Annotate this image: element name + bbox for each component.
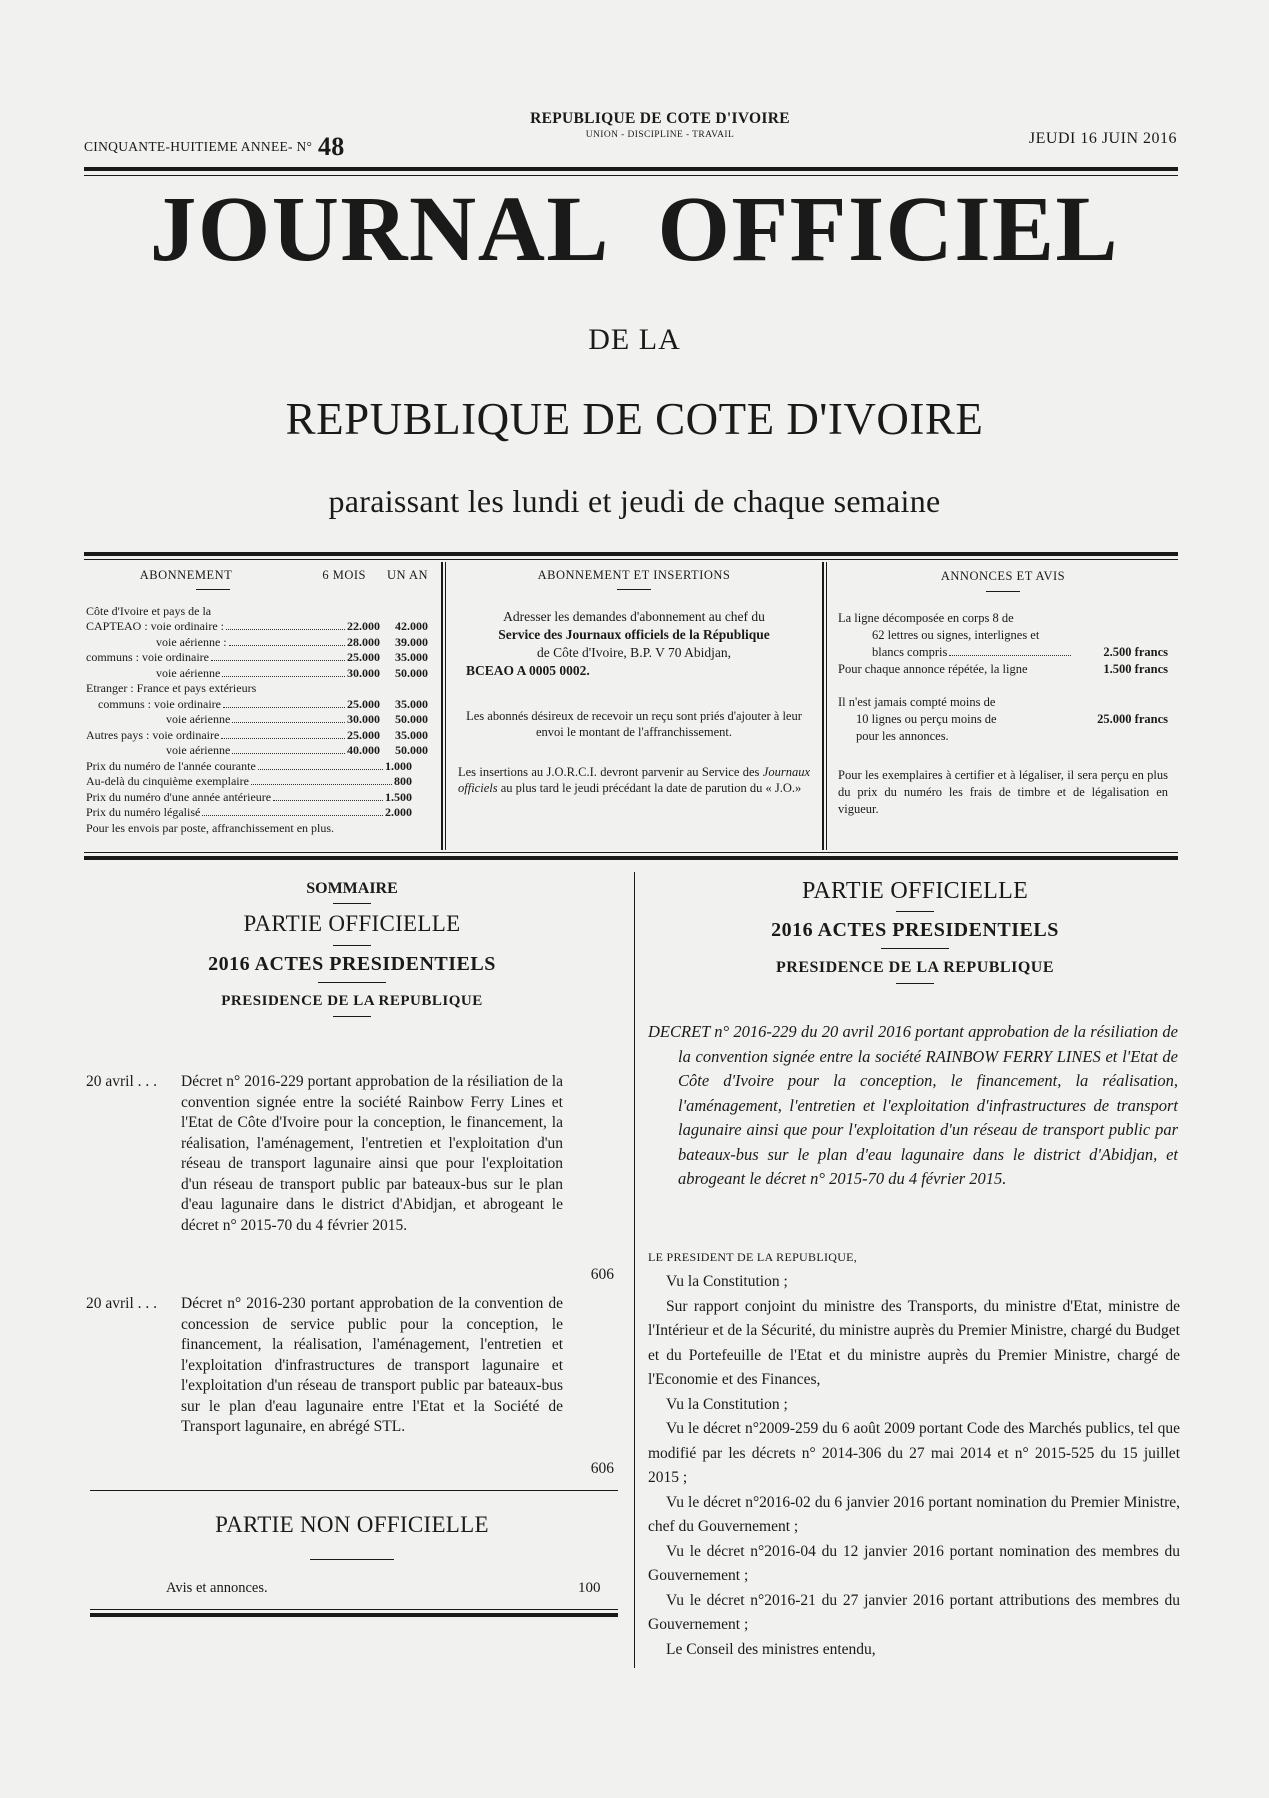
abonnement-row-unan: 35.000: [395, 696, 428, 711]
abonnement-row-label: Au-delà du cinquième exemplaire: [86, 774, 249, 788]
annonces-l3-row: [838, 644, 1168, 661]
masthead-dela: DE LA: [588, 323, 681, 356]
abonnement-row-label: Prix du numéro d'une année antérieure: [86, 789, 272, 804]
info-divider-2a: [822, 562, 824, 850]
abonnement-row: [86, 681, 428, 697]
abonnement-row-dots: [223, 707, 345, 708]
abonnement-row-dots: [229, 645, 345, 646]
sommaire-entry-1-page: 606: [590, 1266, 614, 1283]
sommaire-partie-officielle: PARTIE OFFICIELLE: [243, 911, 461, 936]
abonnement-row-6mois: 2.000: [385, 805, 412, 819]
abonnement-row-unan: 39.000: [395, 634, 428, 649]
insertions-bar: [617, 589, 651, 590]
insertions-head: ABONNEMENT ET INSERTIONS: [537, 568, 731, 582]
header-rule-thick: [84, 167, 1178, 171]
insertions-p3a: Les insertions au J.O.R.C.I. devront parvenir au Service des: [458, 765, 760, 779]
abonnement-row: [86, 650, 428, 666]
abonnement-row-unan: 50.000: [395, 665, 428, 680]
abonnement-row-dots: [202, 815, 383, 816]
sommaire-title: SOMMAIRE: [306, 880, 398, 897]
abonnement-row-unan: 35.000: [395, 650, 428, 664]
abonnement-row-6mois: 28.000: [347, 634, 380, 649]
decret-para-7: Vu le décret n°2016-21 du 27 janvier 2016 portant attributions des membres du Gouvernement ;: [648, 1591, 1180, 1633]
decret-para-6: Vu le décret n°2016-04 du 12 janvier 2016 portant nomination des membres du Gouvernement ;: [648, 1542, 1180, 1584]
sommaire-presidence-bar: [333, 1016, 371, 1017]
sommaire-entry-2: [86, 1294, 614, 1484]
country-motto: UNION - DISCIPLINE - TRAVAIL: [585, 130, 735, 140]
abonnement-row-6mois: 1.500: [385, 789, 412, 804]
decret-body: [648, 1270, 1180, 1662]
abonnement-row: [86, 805, 428, 821]
abonnement-bar: [196, 589, 230, 590]
info-rule-top-thin: [84, 559, 1178, 560]
abonnement-row-dots: [273, 800, 383, 801]
annonces-head: ANNONCES ET AVIS: [940, 569, 1066, 583]
sommaire-entry-2-text: Décret n° 2016-230 portant approbation de la convention de concession de service public pour la conception, le financement, la réalisation, l'aménagement, l'entretien et l'exploitation d'infrastructures de transport lagunaire et l'exploitation d'un réseau de transport public par bateaux-bus sur le plan d'eau lagunaire entre l'Etat et la Société de Transport lagunaire, en abrégé STL.: [181, 1295, 563, 1435]
abonnement-row-label: Prix du numéro de l'année courante: [86, 758, 256, 773]
annonces-l4-row: [838, 661, 1168, 678]
abonnement-row: [86, 666, 428, 682]
abonnement-row: [86, 743, 428, 759]
annonces-l1: La ligne décomposée en corps 8 de: [838, 611, 1014, 625]
masthead-title: JOURNAL OFFICIEL: [149, 178, 1120, 281]
insertions-p3: [458, 764, 810, 796]
abonnement-row-label: Côte d'Ivoire et pays de la: [86, 603, 212, 618]
decret-para-4: Vu le décret n°2009-259 du 6 août 2009 portant Code des Marchés publics, tel que modifié par les décrets n° 2014-306 du 27 mai 2014 et n° 2015-525 du 15 juillet 2015 ;: [648, 1420, 1180, 1486]
officielle-presidence: PRESIDENCE DE LA REPUBLIQUE: [776, 959, 1054, 976]
annonces-l6: 10 lignes ou perçu moins de: [856, 712, 997, 726]
abonnement-row: [86, 619, 428, 635]
abonnement-header: [86, 568, 428, 584]
insertions-p2: Les abonnés désireux de recevoir un reçu sont priés d'ajouter à leur envoi le montant de l'affranchissement.: [466, 709, 802, 739]
sommaire-entry-1-date: 20 avril . . .: [86, 1073, 158, 1090]
insertions-p1c: de Côte d'Ivoire, B.P. V 70 Abidjan,: [537, 645, 731, 660]
abonnement-row-label: CAPTEAO : voie ordinaire :: [86, 619, 224, 633]
officielle-actes: 2016 ACTES PRESIDENTIELS: [771, 919, 1059, 941]
decret-para-8: Le Conseil des ministres entendu,: [666, 1640, 876, 1658]
decret-para-2: Sur rapport conjoint du ministre des Transports, du ministre d'Etat, ministre de l'Intérieur et de la Sécurité, du ministre auprès du Premier Ministre, chargé du Budget et du Portefeuille de l'Etat et du ministre auprès du Premier Ministre, chargé de l'Economie et des Finances,: [648, 1297, 1180, 1388]
country-name: REPUBLIQUE DE COTE D'IVOIRE: [530, 110, 790, 127]
abonnement-row-dots: [251, 784, 392, 785]
insertions-p1: [458, 608, 810, 680]
annonces-l4: Pour chaque annonce répétée, la ligne: [838, 662, 1028, 676]
abonnement-row: [86, 774, 428, 790]
officielle-partie-bar: [896, 911, 934, 912]
abonnement-row: [86, 635, 428, 651]
officielle-actes-bar: [881, 948, 949, 949]
insertions-p3c: au plus tard le jeudi précédant la date de parution du « J.O.»: [500, 781, 802, 795]
column-divider: [634, 872, 635, 1668]
abonnement-row-6mois: 800: [394, 774, 412, 788]
insertions-column: [458, 568, 810, 796]
abonnement-row-dots: [222, 676, 345, 677]
abonnement-row-label: Pour les envois par poste, affranchissement en plus.: [86, 820, 335, 835]
insertions-p1d: BCEAO A 0005 0002.: [466, 663, 590, 678]
header-rule-thin: [84, 175, 1178, 176]
decret-para-5: Vu le décret n°2016-02 du 6 janvier 2016 portant nomination du Premier Ministre, chef du Gouvernement ;: [648, 1493, 1180, 1535]
abonnement-row-dots: [232, 753, 345, 754]
abonnement-row-dots: [226, 629, 345, 630]
annonces-l3: blancs compris: [872, 645, 948, 659]
annonces-l7: pour les annonces.: [856, 729, 949, 743]
issue-date: JEUDI 16 JUIN 2016: [1028, 130, 1177, 147]
insertions-p3b: Journaux officiels: [458, 765, 810, 795]
abonnement-head: ABONNEMENT: [139, 568, 233, 582]
info-divider-1b: [445, 562, 446, 850]
info-divider-2b: [826, 562, 827, 850]
annonces-l2: 62 lettres ou signes, interlignes et: [872, 628, 1040, 642]
annonces-p3: Pour les exemplaires à certifier et à légaliser, il sera perçu en plus du prix du numéro les frais de timbre et de légalisation en vigueur.: [838, 768, 1168, 816]
abonnement-col-6mois: 6 MOIS: [322, 568, 366, 582]
annonces-l4-value: 1.500 francs: [1103, 662, 1168, 676]
abonnement-row: [86, 728, 428, 744]
abonnement-row-label: communs : voie ordinaire: [86, 650, 209, 664]
sommaire-actes: 2016 ACTES PRESIDENTIELS: [208, 953, 496, 975]
abonnement-row-label: voie aérienne: [166, 712, 231, 726]
decret-para-3: Vu la Constitution ;: [666, 1395, 788, 1413]
issue-year-label: CINQUANTE-HUITIEME ANNEE- N°: [84, 139, 313, 154]
annonces-l5: Il n'est jamais compté moins de: [838, 695, 996, 709]
abonnement-row-label: Etranger : France et pays extérieurs: [86, 681, 257, 695]
abonnement-row-label: Prix du numéro légalisé: [86, 805, 201, 819]
abonnement-row-unan: 50.000: [395, 743, 428, 757]
abonnement-row: [86, 712, 428, 728]
sommaire-partie-bar: [333, 945, 371, 946]
sommaire-entry-2-page: 606: [590, 1460, 614, 1477]
officielle-section: [648, 878, 1182, 984]
decret-para-1: Vu la Constitution ;: [666, 1273, 788, 1290]
abonnement-row-label: Autres pays : voie ordinaire: [86, 727, 220, 742]
abonnement-row-unan: 50.000: [395, 712, 428, 726]
annonces-column: [838, 568, 1168, 818]
abonnement-row: [86, 759, 428, 775]
info-rule-bottom-thick: [84, 856, 1178, 860]
annonces-l3-dots: [949, 655, 1071, 656]
sommaire-rule-bottom-thin: [90, 1609, 618, 1610]
info-rule-top-thick: [84, 552, 1178, 556]
abonnement-row-unan: 35.000: [395, 727, 428, 742]
sommaire-bar: [333, 903, 371, 904]
decret-title: DECRET n° 2016-229 du 20 avril 2016 portant approbation de la résiliation de la convention signée entre la société RAINBOW FERRY LINES et l'Etat de Côte d'Ivoire pour la conception, le financement, la réalisation, l'aménagement, l'entretien et l'exploitation d'infrastructures de transport lagunaire ainsi que pour l'exploitation d'un réseau de transport public par bateaux-bus sur le plan d'eau lagunaire dans le district d'Abidjan, et abrogeant le décret n° 2015-70 du 4 février 2015.: [648, 1022, 1178, 1188]
header-country: [480, 110, 840, 140]
partie-non-officielle: PARTIE NON OFFICIELLE: [215, 1512, 489, 1537]
avis-annonces-page: 100: [578, 1580, 601, 1596]
officielle-partie: PARTIE OFFICIELLE: [801, 878, 1029, 904]
abonnement-row-label: voie aérienne :: [156, 634, 227, 649]
abonnement-row: [86, 697, 428, 713]
abonnement-row: [86, 604, 428, 620]
sommaire-presidence: PRESIDENCE DE LA REPUBLIQUE: [221, 993, 483, 1009]
abonnement-row-dots: [221, 738, 345, 739]
abonnement-row-dots: [232, 722, 345, 723]
insertions-p1a: Adresser les demandes d'abonnement au chef du: [503, 609, 765, 624]
abonnement-row-6mois: 1.000: [385, 758, 412, 773]
abonnement-row-label: communs : voie ordinaire: [98, 696, 221, 711]
sommaire-entry-2-date: 20 avril . . .: [86, 1295, 158, 1312]
abonnement-row-6mois: 25.000: [347, 727, 380, 742]
masthead-parution: paraissant les lundi et jeudi de chaque semaine: [328, 483, 941, 519]
abonnement-rows: [86, 604, 428, 837]
abonnement-row-6mois: 30.000: [347, 712, 380, 726]
abonnement-row-label: voie aérienne: [166, 743, 231, 757]
annonces-bar: [986, 591, 1020, 592]
abonnement-row-6mois: 25.000: [347, 696, 380, 711]
non-officielle-rule-top: [90, 1490, 618, 1491]
sommaire-rule-bottom-thick: [90, 1613, 618, 1617]
issue-number: 48: [317, 132, 345, 161]
abonnement-col-unan: UN AN: [386, 568, 428, 582]
abonnement-column: [86, 568, 428, 836]
officielle-presidence-bar: [896, 983, 934, 984]
info-rule-bottom-thin: [84, 852, 1178, 853]
abonnement-row-6mois: 30.000: [347, 665, 380, 680]
abonnement-row: [86, 821, 428, 837]
abonnement-row-6mois: 40.000: [347, 743, 380, 757]
annonces-l3-value: 2.500 francs: [1103, 645, 1168, 659]
abonnement-row-dots: [258, 769, 383, 770]
abonnement-row-6mois: 25.000: [347, 650, 380, 664]
abonnement-row: [86, 790, 428, 806]
annonces-l6-row: [838, 711, 1168, 728]
insertions-p1b: Service des Journaux officiels de la République: [498, 627, 770, 642]
abonnement-row-label: voie aérienne: [156, 665, 221, 680]
issue-year: [84, 132, 345, 162]
president-line: LE PRESIDENT DE LA REPUBLIQUE,: [648, 1250, 858, 1264]
masthead-republique: REPUBLIQUE DE COTE D'IVOIRE: [285, 394, 984, 444]
non-officielle-bar: [310, 1559, 394, 1560]
sommaire-entry-1: [86, 1072, 614, 1282]
avis-annonces: Avis et annonces.: [166, 1580, 268, 1596]
sommaire-entry-1-text: Décret n° 2016-229 portant approbation de la résiliation de la convention signée entre la société Rainbow Ferry Lines et l'Etat de Côte d'Ivoire pour la conception, le financement, la réalisation, l'aménagement, l'entretien et l'exploitation d'un réseau de transport lagunaire ainsi que pour l'exploitation d'un réseau de transport public par bateaux-bus sur le plan d'eau lagunaire dans le district d'Abidjan, et abrogeant le décret n° 2015-70 du 4 février 2015.: [181, 1073, 563, 1234]
info-divider-1a: [441, 562, 443, 850]
abonnement-row-dots: [211, 660, 345, 661]
sommaire-actes-bar: [318, 982, 386, 983]
abonnement-row-6mois: 22.000: [347, 619, 380, 633]
annonces-l6-value: 25.000 francs: [1097, 712, 1168, 726]
abonnement-row-unan: 42.000: [395, 619, 428, 633]
sommaire-section: [86, 880, 618, 1017]
